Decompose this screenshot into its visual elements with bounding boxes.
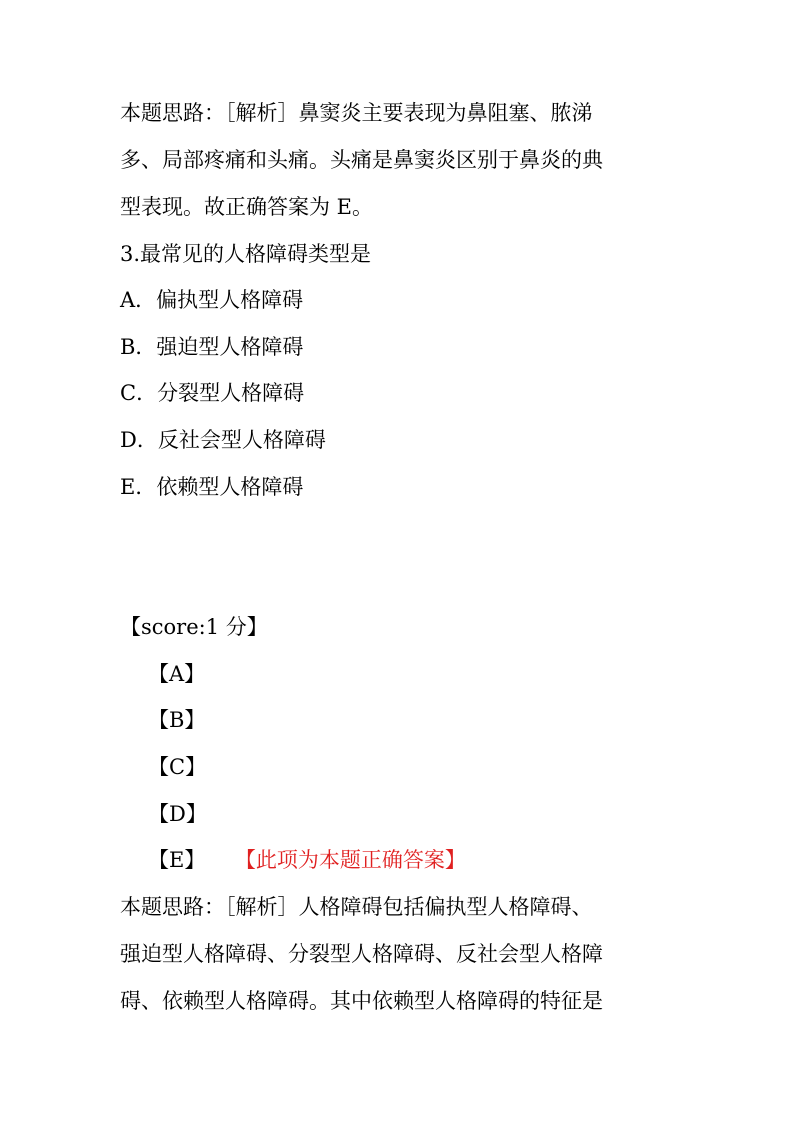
answer-option-c: 【C】 bbox=[148, 755, 207, 779]
explanation-1-line-3: 型表现。故正确答案为 E。 bbox=[120, 195, 374, 219]
score-label: 【score:1 分】 bbox=[120, 615, 268, 639]
explanation-2-line-3: 碍、依赖型人格障碍。其中依赖型人格障碍的特征是 bbox=[120, 989, 603, 1013]
question-option-d: D．反社会型人格障碍 bbox=[120, 428, 326, 452]
question-text: 3.最常见的人格障碍类型是 bbox=[120, 242, 372, 266]
answer-option-d: 【D】 bbox=[148, 802, 207, 826]
explanation-2-line-2: 强迫型人格障碍、分裂型人格障碍、反社会型人格障 bbox=[120, 942, 603, 966]
question-option-a: A．偏执型人格障碍 bbox=[120, 288, 304, 312]
question-option-e: E．依赖型人格障碍 bbox=[120, 475, 304, 499]
answer-option-e-row bbox=[148, 846, 466, 874]
answer-option-b: 【B】 bbox=[148, 708, 206, 732]
question-option-b: B．强迫型人格障碍 bbox=[120, 335, 304, 359]
correct-answer-label: 【此项为本题正确答案】 bbox=[245, 848, 466, 872]
question-option-c: C．分裂型人格障碍 bbox=[120, 381, 305, 405]
explanation-1-line-2: 多、局部疼痛和头痛。头痛是鼻窦炎区别于鼻炎的典 bbox=[120, 148, 603, 172]
answer-option-e: 【E】 bbox=[148, 848, 206, 872]
explanation-1-line-1: 本题思路：［解析］鼻窦炎主要表现为鼻阻塞、脓涕 bbox=[120, 101, 593, 125]
explanation-2-line-1: 本题思路：［解析］人格障碍包括偏执型人格障碍、 bbox=[120, 895, 593, 919]
answer-option-a: 【A】 bbox=[148, 662, 206, 686]
